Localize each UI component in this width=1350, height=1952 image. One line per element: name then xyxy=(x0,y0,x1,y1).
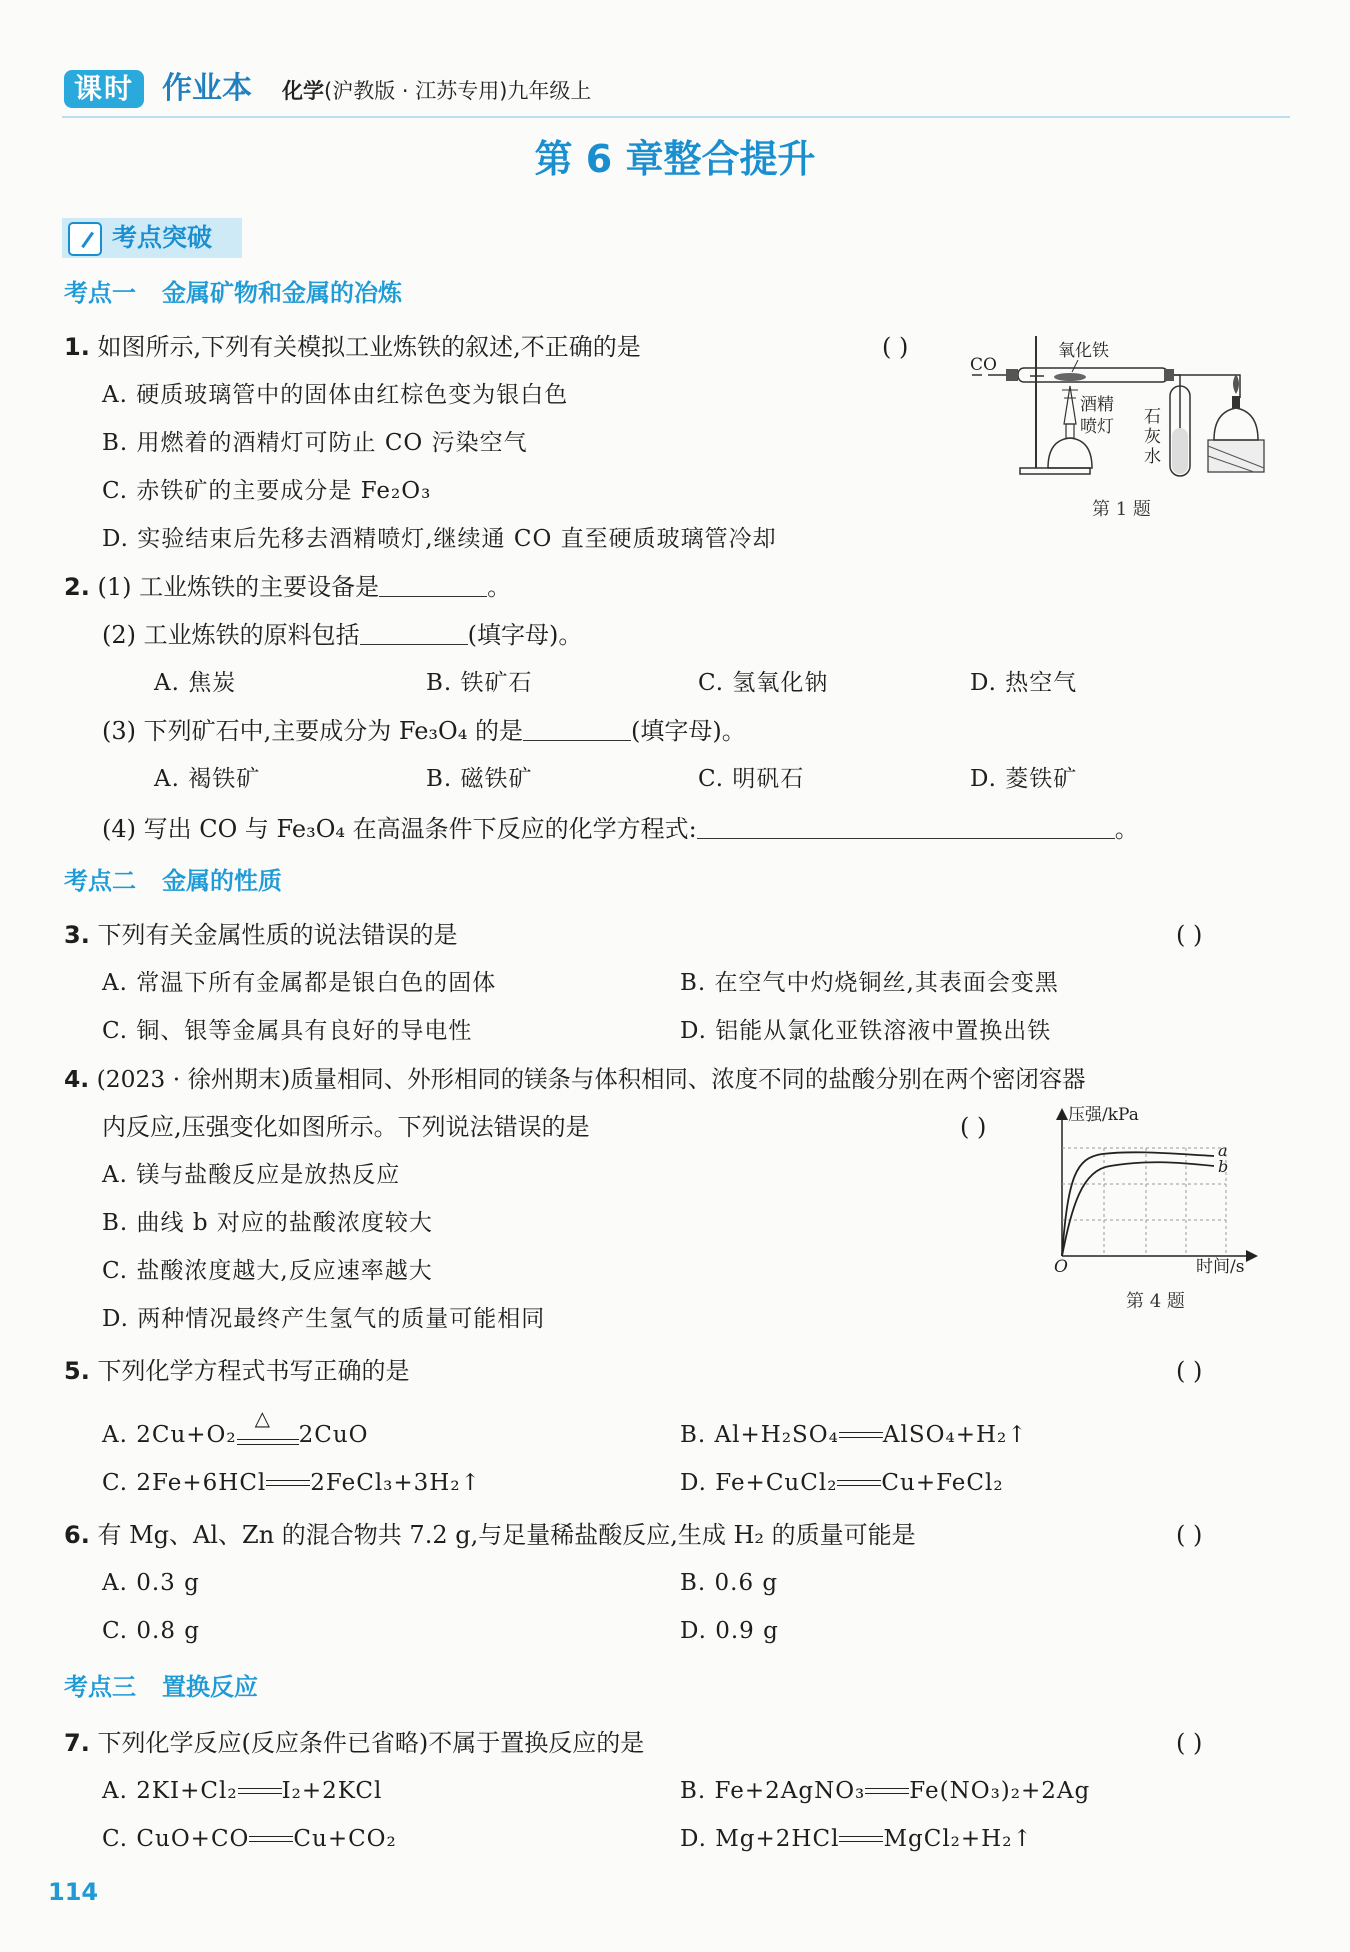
option: B. 用燃着的酒精灯可防止 CO 污染空气 xyxy=(102,430,528,456)
equation-right: Cu+FeCl₂ xyxy=(881,1470,1004,1496)
co-label: CO xyxy=(970,355,997,375)
question-number: 7. xyxy=(64,1729,90,1757)
answer-blank[interactable] xyxy=(697,814,1115,839)
option-letter: C. xyxy=(102,1470,129,1496)
option: B. 铁矿石 xyxy=(426,670,533,696)
curve-b xyxy=(1062,1162,1214,1256)
equation-right: AlSO₄+H₂↑ xyxy=(882,1422,1028,1448)
lamp-label-2: 喷灯 xyxy=(1080,417,1114,437)
option: C. 赤铁矿的主要成分是 Fe₂O₃ xyxy=(102,478,432,504)
answer-blank[interactable] xyxy=(523,716,631,741)
equals-sign xyxy=(839,1830,883,1850)
book-subject xyxy=(282,76,591,106)
equals-sign xyxy=(865,1782,909,1802)
answer-paren: ( ) xyxy=(960,1113,987,1141)
equals-sign xyxy=(266,1474,310,1494)
question-number: 2. xyxy=(64,573,90,601)
equation-left: Al+H₂SO₄ xyxy=(714,1422,839,1448)
iron-smelting-apparatus-figure xyxy=(968,328,1268,490)
q6-stem xyxy=(64,1518,916,1552)
q4-stem-line-2: 内反应,压强变化如图所示。下列说法错误的是 xyxy=(102,1113,590,1141)
q2-part-1 xyxy=(64,570,511,604)
section-title: 考点突破 xyxy=(112,223,213,252)
page-number: 114 xyxy=(48,1878,99,1906)
subject-name: 化学 xyxy=(282,79,324,103)
question-number: 3. xyxy=(64,921,90,949)
question-text: 如图所示,下列有关模拟工业炼铁的叙述,不正确的是 xyxy=(97,333,641,361)
option: D. 实验结束后先移去酒精喷灯,继续通 CO 直至硬质玻璃管冷却 xyxy=(102,526,777,552)
curve-b-label: b xyxy=(1218,1157,1229,1176)
equation-option xyxy=(680,1466,1004,1500)
book-name: 作业本 xyxy=(162,71,252,106)
figure-caption: 第 1 题 xyxy=(1092,499,1151,520)
equation-right: Cu+CO₂ xyxy=(293,1826,397,1852)
equation-option xyxy=(680,1822,1033,1856)
option-letter: B. xyxy=(680,1778,707,1804)
lime-label-1: 石 xyxy=(1144,407,1161,427)
origin-label: O xyxy=(1054,1257,1068,1277)
option: B. 磁铁矿 xyxy=(426,766,533,792)
option: C. 0.8 g xyxy=(102,1618,201,1644)
q2-part-3 xyxy=(102,714,746,748)
answer-paren: ( ) xyxy=(1176,1357,1203,1385)
option: D. 菱铁矿 xyxy=(970,766,1078,792)
equation-left: 2KI+Cl₂ xyxy=(136,1778,238,1804)
equation-right: 2FeCl₃+3H₂↑ xyxy=(310,1470,481,1496)
question-number: 6. xyxy=(64,1521,90,1549)
part-text: (3) 下列矿石中,主要成分为 Fe₃O₄ 的是 xyxy=(102,717,523,745)
equation-left: Fe+2AgNO₃ xyxy=(714,1778,866,1804)
equals-sign xyxy=(238,1782,282,1802)
reaction-arrow xyxy=(237,1406,299,1446)
kaodian-title: 金属的性质 xyxy=(162,867,282,895)
equation-left: CuO+CO xyxy=(136,1826,250,1852)
option: B. 0.6 g xyxy=(680,1570,779,1596)
x-axis-label: 时间/s xyxy=(1196,1257,1245,1277)
option-letter: D. xyxy=(680,1470,707,1496)
option: A. 常温下所有金属都是银白色的固体 xyxy=(102,970,497,996)
part-text: (2) 工业炼铁的原料包括 xyxy=(102,621,360,649)
option-letter: C. xyxy=(102,1826,129,1852)
part-text: (1) 工业炼铁的主要设备是 xyxy=(97,573,380,601)
y-axis-label: 压强/kPa xyxy=(1068,1106,1139,1125)
option: A. 硬质玻璃管中的固体由红棕色变为银白色 xyxy=(102,382,569,408)
option: B. 在空气中灼烧铜丝,其表面会变黑 xyxy=(680,970,1059,996)
option: A. 0.3 g xyxy=(102,1570,200,1596)
pen-icon xyxy=(68,222,102,256)
equation-option xyxy=(102,1466,481,1500)
kaodian-1-heading xyxy=(64,276,402,310)
lamp-label-1: 酒精 xyxy=(1080,395,1114,415)
kaodian-title: 置换反应 xyxy=(162,1673,258,1701)
part-text-end: (填字母)。 xyxy=(630,717,746,745)
question-text: 有 Mg、Al、Zn 的混合物共 7.2 g,与足量稀盐酸反应,生成 H₂ 的质量可能是 xyxy=(97,1521,916,1549)
lime-label-2: 灰 xyxy=(1144,427,1161,447)
edition: (沪教版 · 江苏专用)九年级上 xyxy=(324,79,592,103)
equals-sign xyxy=(837,1474,881,1494)
kaodian-2-heading xyxy=(64,864,282,898)
option: B. 曲线 b 对应的盐酸浓度较大 xyxy=(102,1210,433,1236)
curve-a-label: a xyxy=(1218,1141,1228,1160)
answer-paren: ( ) xyxy=(1176,1729,1203,1757)
heat-symbol: △ xyxy=(254,1406,272,1430)
option: D. 热空气 xyxy=(970,670,1078,696)
curve-a xyxy=(1062,1152,1214,1256)
q3-stem xyxy=(64,918,457,952)
equation-option xyxy=(102,1774,382,1808)
oxide-label: 氧化铁 xyxy=(1058,341,1109,361)
option-letter: D. xyxy=(680,1826,707,1852)
equation-right: Fe(NO₃)₂+2Ag xyxy=(909,1778,1091,1804)
header-rule xyxy=(62,116,1290,118)
equation-option xyxy=(680,1774,1090,1808)
equation-left: Mg+2HCl xyxy=(715,1826,840,1852)
figure-caption: 第 4 题 xyxy=(1126,1291,1185,1312)
option: C. 盐酸浓度越大,反应速率越大 xyxy=(102,1258,433,1284)
option: C. 氢氧化钠 xyxy=(698,670,829,696)
equation-right: I₂+2KCl xyxy=(281,1778,383,1804)
answer-paren: ( ) xyxy=(882,333,909,361)
q4-stem-line-1 xyxy=(64,1062,1086,1096)
lime-label-3: 水 xyxy=(1144,447,1161,467)
equals-sign xyxy=(839,1426,883,1446)
question-number: 1. xyxy=(64,333,90,361)
option-letter: A. xyxy=(102,1778,128,1804)
q1-stem xyxy=(64,330,641,364)
option: C. 铜、银等金属具有良好的导电性 xyxy=(102,1018,473,1044)
kaodian-label: 考点一 xyxy=(64,279,136,307)
equation-left: 2Fe+6HCl xyxy=(136,1470,267,1496)
kaodian-label: 考点二 xyxy=(64,867,136,895)
question-number: 4. xyxy=(64,1065,90,1093)
answer-blank[interactable] xyxy=(379,572,487,597)
option: D. 两种情况最终产生氢气的质量可能相同 xyxy=(102,1306,546,1332)
equation-right: MgCl₂+H₂↑ xyxy=(883,1826,1033,1852)
q2-part-2 xyxy=(102,618,582,652)
kaodian-title: 金属矿物和金属的冶炼 xyxy=(162,279,402,307)
option-letter: A. xyxy=(102,1422,128,1448)
option: A. 焦炭 xyxy=(154,670,237,696)
book-logo: 课时 xyxy=(64,70,144,108)
pressure-time-graph xyxy=(1046,1106,1276,1278)
option: C. 明矾石 xyxy=(698,766,805,792)
equals-sign xyxy=(249,1830,293,1850)
option: D. 0.9 g xyxy=(680,1618,779,1644)
answer-blank[interactable] xyxy=(360,620,468,645)
question-text: 下列化学方程式书写正确的是 xyxy=(97,1357,410,1385)
option: A. 褐铁矿 xyxy=(154,766,261,792)
chapter-title: 第 6 章整合提升 xyxy=(534,137,816,181)
option: A. 镁与盐酸反应是放热反应 xyxy=(102,1162,401,1188)
equation-right: 2CuO xyxy=(298,1422,369,1448)
option-letter: B. xyxy=(680,1422,707,1448)
part-text-end: 。 xyxy=(487,573,512,601)
part-text-end: 。 xyxy=(1114,815,1139,843)
part-text: (4) 写出 CO 与 Fe₃O₄ 在高温条件下反应的化学方程式: xyxy=(102,815,697,843)
question-text: 下列有关金属性质的说法错误的是 xyxy=(97,921,458,949)
question-text: (2023 · 徐州期末)质量相同、外形相同的镁条与体积相同、浓度不同的盐酸分别在两个密闭容器 xyxy=(96,1065,1086,1093)
answer-paren: ( ) xyxy=(1176,1521,1203,1549)
kaodian-3-heading xyxy=(64,1670,258,1704)
option: D. 铝能从氯化亚铁溶液中置换出铁 xyxy=(680,1018,1052,1044)
equation-option xyxy=(102,1822,397,1856)
answer-paren: ( ) xyxy=(1176,921,1203,949)
part-text-end: (填字母)。 xyxy=(467,621,583,649)
q5-stem xyxy=(64,1354,409,1388)
equation-left: 2Cu+O₂ xyxy=(136,1422,237,1448)
equation-left: Fe+CuCl₂ xyxy=(715,1470,838,1496)
kaodian-label: 考点三 xyxy=(64,1673,136,1701)
q2-part-4 xyxy=(102,812,1139,846)
question-number: 5. xyxy=(64,1357,90,1385)
question-text: 下列化学反应(反应条件已省略)不属于置换反应的是 xyxy=(97,1729,645,1757)
equation-option xyxy=(680,1418,1028,1452)
q7-stem xyxy=(64,1726,644,1760)
equation-option xyxy=(102,1406,369,1452)
